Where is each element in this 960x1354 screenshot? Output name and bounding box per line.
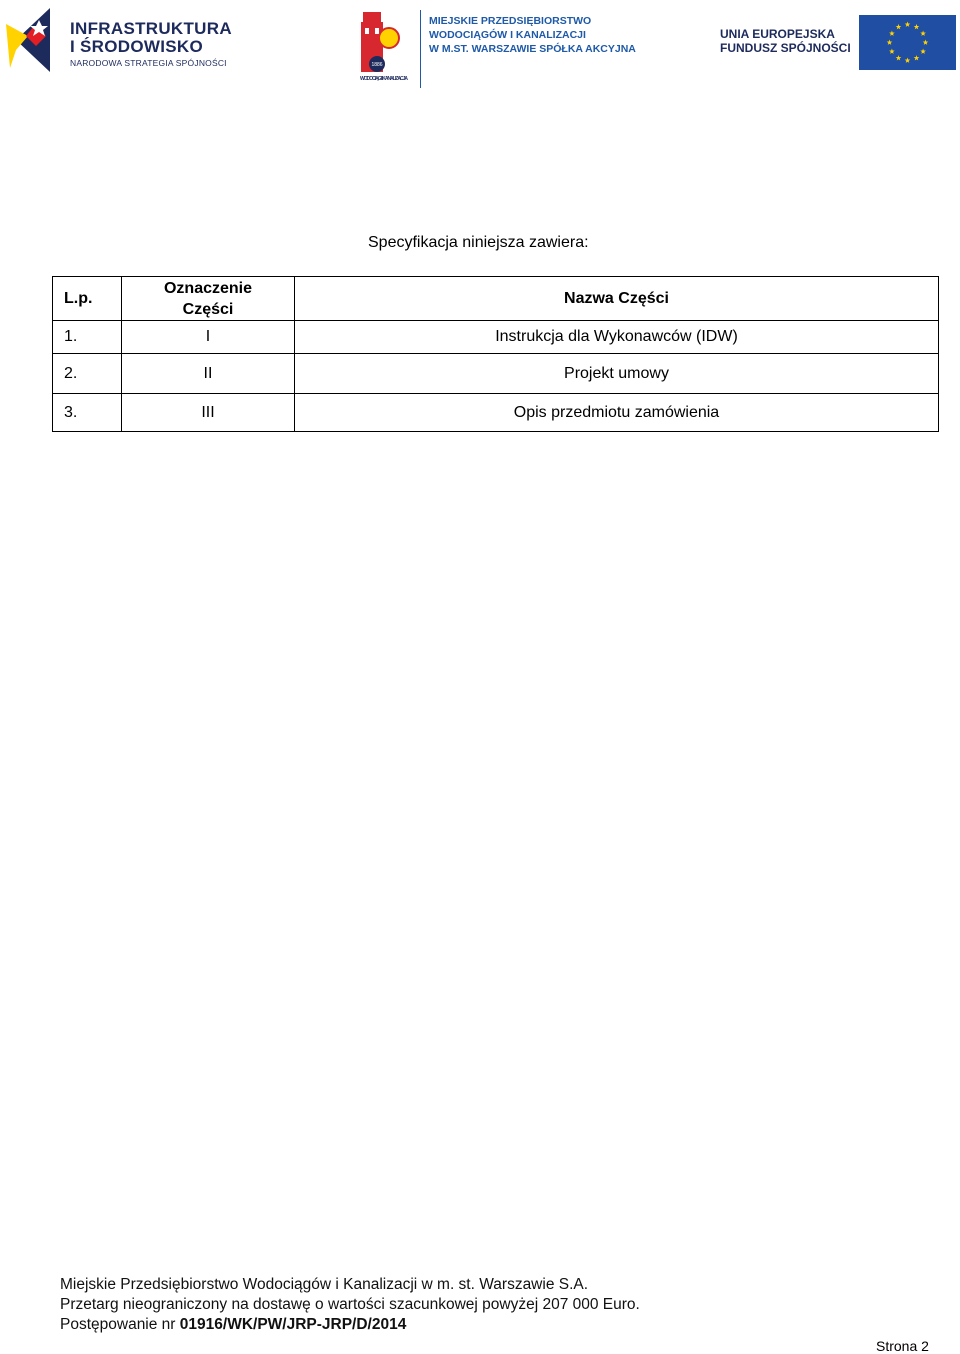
logo-is-title-line1: INFRASTRUKTURA bbox=[70, 19, 232, 38]
logo-is-title-line2: I ŚRODOWISKO bbox=[70, 37, 203, 56]
header-designation-line1: Oznaczenie bbox=[163, 279, 253, 297]
logo-is-subtitle: NARODOWA STRATEGIA SPÓJNOŚCI bbox=[70, 58, 227, 68]
eu-text bbox=[720, 27, 851, 55]
footer-line2: Przetarg nieograniczony na dostawę o wartości szacunkowej powyżej 207 000 Euro. bbox=[60, 1296, 640, 1313]
cell-designation: I bbox=[122, 321, 295, 354]
mpwik-badge-year: 1886 bbox=[371, 62, 383, 68]
eu-line2: FUNDUSZ SPÓJNOŚCI bbox=[720, 41, 851, 55]
header-designation bbox=[122, 277, 295, 321]
table-row bbox=[53, 354, 939, 394]
mpwik-badge-text: WODOCIĄGI I KANALIZACJA bbox=[360, 76, 408, 82]
footer-line3 bbox=[60, 1315, 640, 1335]
mpwik-line2: WODOCIĄGÓW I KANALIZACJI bbox=[429, 29, 586, 41]
letterhead bbox=[0, 0, 960, 92]
contents-table bbox=[52, 276, 939, 432]
mpwik-line3: W M.ST. WARSZAWIE SPÓŁKA AKCYJNA bbox=[429, 43, 636, 55]
cell-lp: 3. bbox=[53, 394, 122, 432]
table-row bbox=[53, 321, 939, 354]
infrastruktura-logo-icon bbox=[6, 6, 66, 74]
cell-name: Projekt umowy bbox=[295, 354, 939, 394]
table-row bbox=[53, 394, 939, 432]
page-number: Strona 2 bbox=[876, 1338, 929, 1354]
footer-line1: Miejskie Przedsiębiorstwo Wodociągów i Kanalizacji w m. st. Warszawie S.A. bbox=[60, 1276, 589, 1293]
cell-lp: 1. bbox=[53, 321, 122, 354]
header-designation-line2: Części bbox=[182, 300, 234, 318]
mpwik-line1: MIEJSKIE PRZEDSIĘBIORSTWO bbox=[429, 15, 592, 27]
header-name: Nazwa Części bbox=[295, 277, 939, 321]
cell-designation: II bbox=[122, 354, 295, 394]
procedure-number: 01916/WK/PW/JRP-JRP/D/2014 bbox=[179, 1316, 407, 1333]
infrastruktura-logo-text bbox=[70, 20, 232, 68]
mpwik-name bbox=[429, 14, 636, 56]
mpwik-divider bbox=[420, 10, 421, 88]
header-lp: L.p. bbox=[53, 277, 122, 321]
table-header-row bbox=[53, 277, 939, 321]
mpwik-crest-icon bbox=[355, 8, 413, 84]
eu-flag-icon bbox=[859, 15, 956, 70]
cell-designation: III bbox=[122, 394, 295, 432]
page-title: Specyfikacja niniejsza zawiera: bbox=[368, 234, 589, 251]
eu-line1: UNIA EUROPEJSKA bbox=[720, 27, 835, 41]
cell-name: Opis przedmiotu zamówienia bbox=[295, 394, 939, 432]
footer-line3-prefix: Postępowanie nr bbox=[60, 1316, 180, 1333]
cell-lp: 2. bbox=[53, 354, 122, 394]
footer bbox=[60, 1275, 640, 1335]
cell-name: Instrukcja dla Wykonawców (IDW) bbox=[295, 321, 939, 354]
